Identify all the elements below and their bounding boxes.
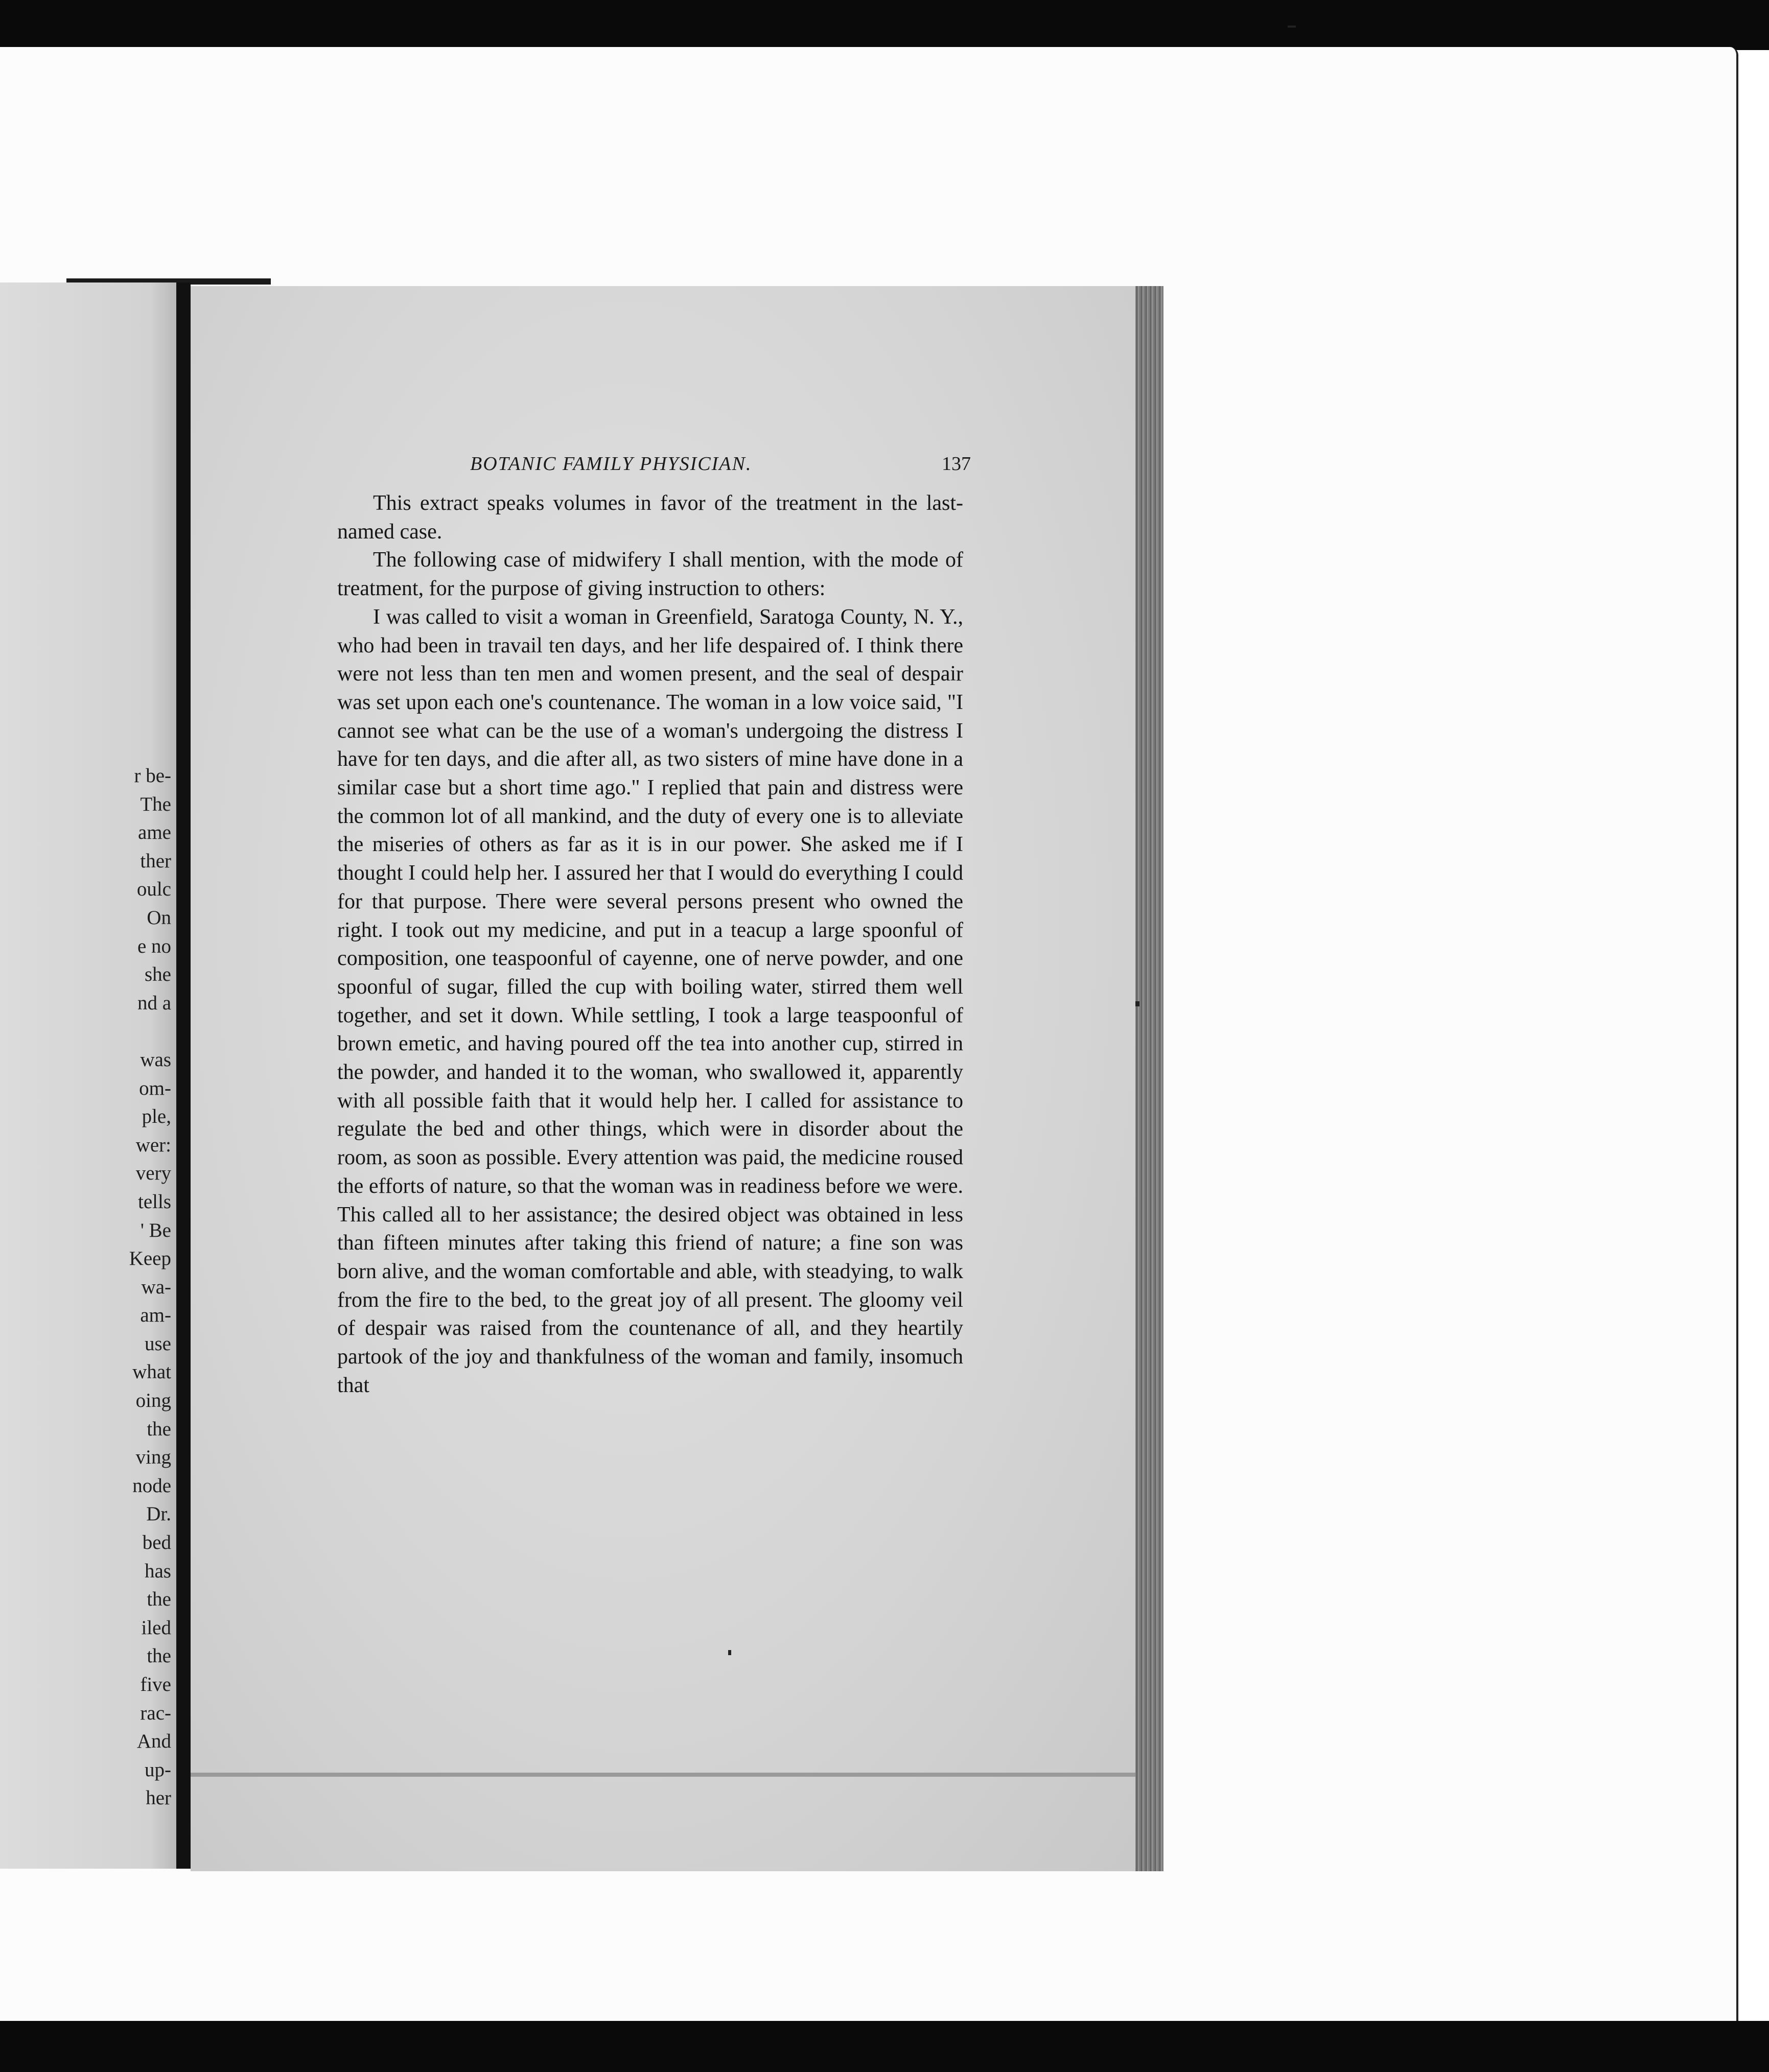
facing-page-line: she <box>145 963 171 986</box>
facing-page-text <box>129 762 171 1812</box>
facing-page-line: wer: <box>135 1134 171 1156</box>
facing-page-line: ' Be <box>140 1219 171 1241</box>
facing-page-line: am- <box>140 1304 171 1327</box>
facing-page-line: rac- <box>140 1702 171 1724</box>
facing-page-line: five <box>140 1674 171 1696</box>
scan-top-border <box>0 0 1769 50</box>
facing-page-line: the <box>147 1588 171 1611</box>
page-header <box>337 453 971 483</box>
facing-page-line: tells <box>138 1190 171 1213</box>
facing-page-line: iled <box>141 1616 171 1639</box>
paragraph: This extract speaks volumes in favor of the treatment in the last-named case. <box>337 491 963 544</box>
facing-page-line: om- <box>139 1077 171 1099</box>
facing-page-line: ame <box>138 821 171 844</box>
facing-page-line: ple, <box>142 1105 171 1128</box>
book-gutter <box>176 282 191 1869</box>
ink-speck <box>1135 1001 1139 1006</box>
facing-page-line: Dr. <box>146 1503 171 1525</box>
page-bottom-edge <box>191 1773 1161 1777</box>
page-body <box>337 489 963 1400</box>
facing-page-line: oing <box>135 1390 171 1412</box>
facing-page <box>0 282 176 1869</box>
facing-page-line: up- <box>145 1758 171 1781</box>
facing-page-line: oulc <box>136 878 171 901</box>
facing-page-line: the <box>147 1418 171 1440</box>
facing-page-line: the <box>147 1645 171 1667</box>
paragraph: The following case of midwifery I shall mention, with the mode of treatment, for the purpose of giving instruction to others: <box>337 548 963 601</box>
facing-page-line: wa- <box>141 1276 171 1298</box>
facing-page-line: nd a <box>137 992 171 1014</box>
facing-page-line: use <box>145 1332 171 1355</box>
facing-page-line: And <box>136 1730 171 1753</box>
facing-page-line: node <box>132 1474 171 1497</box>
facing-page-line: was <box>140 1048 171 1071</box>
facing-page-line: has <box>145 1560 171 1582</box>
facing-page-line: ther <box>140 850 171 872</box>
facing-page-line: her <box>146 1787 171 1809</box>
facing-page-line: The <box>140 793 171 815</box>
facing-page-line: very <box>135 1162 171 1185</box>
page-fore-edge <box>1135 286 1163 1871</box>
facing-page-line: e no <box>137 935 171 957</box>
page-number: 137 <box>942 453 971 475</box>
facing-page-line: bed <box>142 1532 171 1554</box>
facing-page-line: r be- <box>134 765 171 787</box>
running-head: BOTANIC FAMILY PHYSICIAN. <box>470 453 752 475</box>
scan-bottom-border <box>0 2021 1769 2072</box>
facing-page-line: ving <box>135 1446 171 1469</box>
ink-speck <box>1288 26 1296 28</box>
facing-page-line: On <box>147 906 171 929</box>
facing-page-line: what <box>132 1361 171 1383</box>
facing-page-line <box>129 1017 171 1046</box>
facing-page-line: Keep <box>129 1247 171 1270</box>
paragraph: I was called to visit a woman in Greenfield, Saratoga County, N. Y., who had been in travail ten days, and her life despaired of. I think there were not less than ten men and women present, and the seal of despair was set upon each one's countenance. The woman in a low voice said, "I cannot see what can be the use of a woman's undergoing the distress I have for ten days, and die after all, as two sisters of mine have done in a similar case but a short time ago." I replied that pain and distress were the common lot of all mankind, and the duty of every one is to alleviate the miseries of others as far as it is in our power. She asked me if I thought I could help her. I assured her that I would do everything I could for that purpose. There were several persons present who owned the right. I took out my medicine, and put in a teacup a large spoonful of composition, one teaspoonful of cayenne, one of nerve powder, and one spoonful of sugar, filled the cup with boiling water, stirred them well together, and set it down. While settling, I took a large teaspoonful of brown emetic, and having poured off the tea into another cup, stirred in the powder, and handed it to the woman, who swallowed it, apparently with all possible faith that it would help her. I called for assistance to regulate the bed and other things, which were in disorder about the room, as soon as possible. Every attention was paid, the medicine roused the efforts of nature, so that the woman was in readiness before we were. This called all to her assistance; the desired object was obtained in less than fifteen minutes after taking this friend of nature; a fine son was born alive, and the woman comfortable and able, with steadying, to walk from the fire to the bed, to the great joy of all present. The gloomy veil of despair was raised from the countenance of all, and they heartily partook of the joy and thankfulness of the woman and family, insomuch that <box>337 605 963 1397</box>
ink-speck <box>728 1650 731 1655</box>
